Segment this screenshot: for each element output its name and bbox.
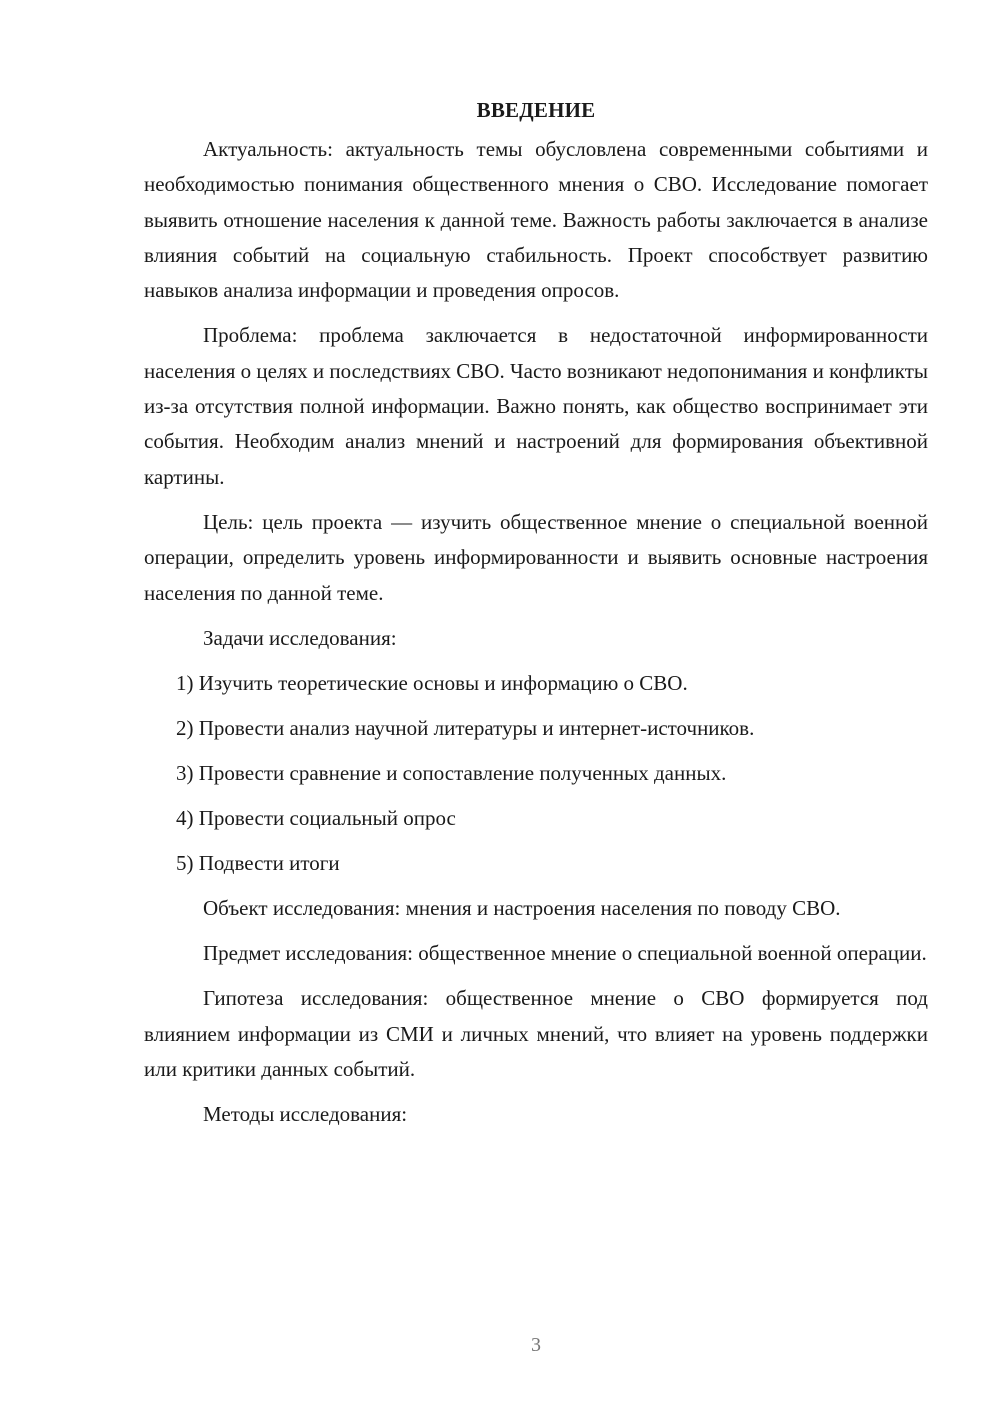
- list-item: 3) Провести сравнение и сопоставление полученных данных.: [176, 760, 727, 785]
- paragraph-hypothesis: Гипотеза исследования: общественное мнение о СВО формируется под влиянием информации из СМИ и личных мнений, что влияет на уровень поддержки или критики данных событий.: [144, 986, 928, 1082]
- page-title: ВВЕДЕНИЕ: [476, 98, 596, 122]
- list-item: 5) Подвести итоги: [176, 850, 340, 875]
- page-number: 3: [531, 1334, 541, 1356]
- list-item: 1) Изучить теоретические основы и информацию о СВО.: [176, 670, 688, 695]
- tasks-list: [144, 666, 928, 881]
- paragraph-problem: Проблема: проблема заключается в недостаточной информированности населения о целях и последствиях СВО. Часто возникают недопонимания и конфликты из-за отсутствия полной информации. Важно понять, как общество воспринимает эти события. Необходим анализ мнений и настроений для формирования объективной картины.: [144, 323, 928, 489]
- tasks-label: Задачи исследования:: [203, 625, 397, 650]
- paragraph-subject: Предмет исследования: общественное мнение о специальной военной операции.: [203, 941, 927, 966]
- paragraph-relevance: Актуальность: актуальность темы обусловлена современными событиями и необходимостью понимания общественного мнения о СВО. Исследование помогает выявить отношение населения к данной теме. Важность работы заключается в анализе влияния событий на социальную стабильность. Проект способствует развитию навыков анализа информации и проведения опросов.: [144, 137, 928, 303]
- list-item: 4) Провести социальный опрос: [176, 805, 456, 830]
- methods-label: Методы исследования:: [203, 1102, 408, 1127]
- list-item: 2) Провести анализ научной литературы и интернет-источников.: [176, 715, 755, 740]
- paragraph-goal: Цель: цель проекта — изучить общественное мнение о специальной военной операции, определить уровень информированности и выявить основные настроения населения по данной теме.: [144, 509, 928, 605]
- paragraph-object: Объект исследования: мнения и настроения населения по поводу СВО.: [203, 895, 841, 920]
- document-page: [144, 92, 928, 1142]
